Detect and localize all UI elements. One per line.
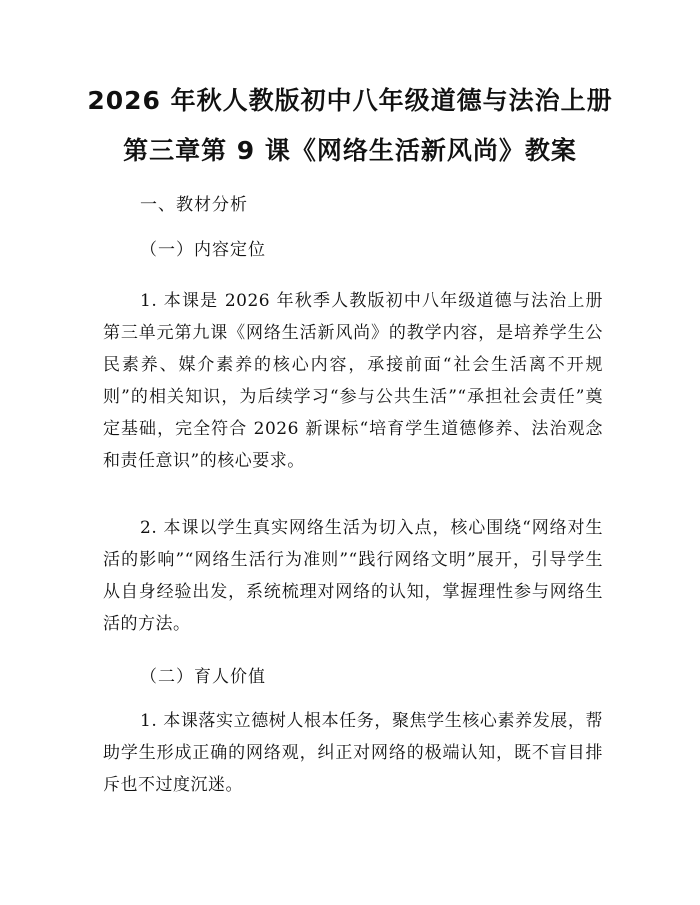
subsection-heading-educational-value: （二）育人价值 [140,667,266,687]
paragraph-educational-value-1: 1. 本课落实立德树人根本任务，聚焦学生核心素养发展，帮助学生形成正确的网络观，纠正对网络的极端认知，既不盲目排斥也不过度沉迷。 [103,711,603,795]
document-title-line-1: 2026 年秋人教版初中八年级道德与法治上册 [87,86,613,115]
paragraph-content-positioning-1: 1. 本课是 2026 年秋季人教版初中八年级道德与法治上册第三单元第九课《网络生活新风尚》的教学内容，是培养学生公民素养、媒介素养的核心内容，承接前面“社会生活离不开规则”的相关知识，为后续学习“参与公共生活”“承担社会责任”奠定基础，完全符合 2026 新课标“培育学生道德修养、法治观念和责任意识”的核心要求。 [103,291,603,471]
paragraph-content-positioning-2: 2. 本课以学生真实网络生活为切入点，核心围绕“网络对生活的影响”“网络生活行为准则”“践行网络文明”展开，引导学生从自身经验出发，系统梳理对网络的认知，掌握理性参与网络生活的方法。 [103,518,603,634]
subsection-heading-content-positioning: （一）内容定位 [140,240,266,260]
document-title-line-2: 第三章第 9 课《网络生活新风尚》教案 [123,136,577,165]
section-heading-textbook-analysis: 一、教材分析 [140,195,248,215]
